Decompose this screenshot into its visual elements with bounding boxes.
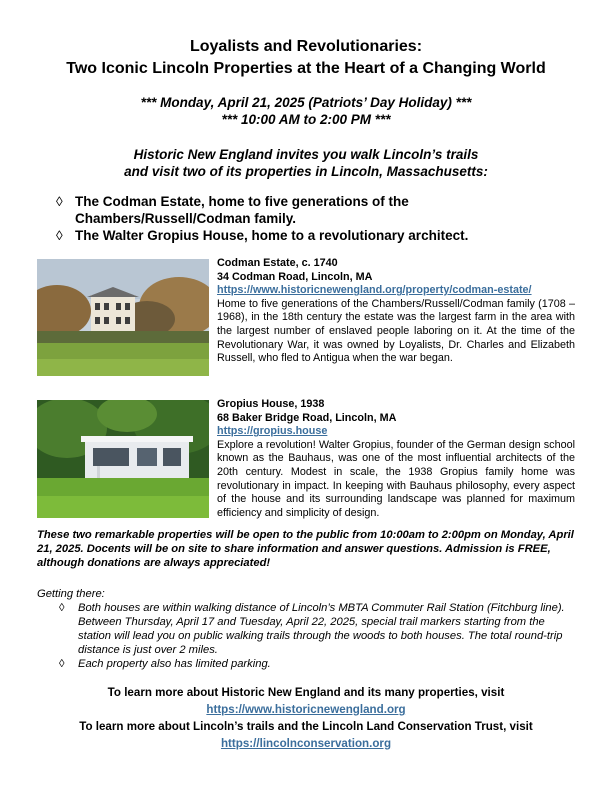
getting-there bbox=[37, 587, 577, 671]
time-line: *** 10:00 AM to 2:00 PM *** bbox=[221, 112, 391, 127]
codman-description: Home to five generations of the Chambers/Russell/Codman family (1708 – 1968), in the 18th century the estate was the largest farm in the area with the largest number of enslaved people laboring on it. At the time of the Revolutionary War, it was owned by Loyalists, Dr. Charles and Elizabeth Russell, who fled to Antigua when the war began. bbox=[217, 297, 575, 365]
gropius-description: Explore a revolution! Walter Gropius, founder of the German design school known as the Bauhaus, was one of the most influential architects of the 20th century. Modest in scale, the 1938 Gropius family home was revolutionary in impact. In keeping with Bauhaus philosophy, every aspect of the house and its surrounding landscape was planned for maximum efficiency and simplicity of design. bbox=[217, 438, 575, 519]
page-title bbox=[0, 36, 612, 80]
diamond-bullet-icon: ◊ bbox=[56, 228, 63, 243]
gropius-name: Gropius House, 1938 bbox=[217, 398, 325, 410]
diamond-bullet-icon: ◊ bbox=[56, 194, 63, 209]
gropius-link[interactable]: https://gropius.house bbox=[217, 425, 328, 438]
title-line-1: Loyalists and Revolutionaries: bbox=[189, 38, 423, 55]
intro-text bbox=[0, 146, 612, 180]
property-list bbox=[56, 193, 576, 244]
codman-estate-photo bbox=[37, 259, 209, 376]
list-item bbox=[56, 193, 576, 227]
codman-link[interactable]: https://www.historicnewengland.org/property/codman-estate/ bbox=[217, 284, 532, 297]
diamond-bullet-icon: ◊ bbox=[59, 602, 65, 614]
hne-link[interactable]: https://www.historicnewengland.org bbox=[206, 703, 406, 716]
list-item bbox=[59, 601, 577, 657]
gropius-address: 68 Baker Bridge Road, Lincoln, MA bbox=[217, 411, 397, 424]
gropius-house-photo bbox=[37, 400, 209, 518]
getting-there-item: Both houses are within walking distance of Lincoln’s MBTA Commuter Rail Station (Fitchburg line). Between Thursday, April 17 and Tuesday, April 22, 2025, special trail markers starting from the station will lead you on public walking trails through the woods to both houses. The total round-trip distance is just over 2 miles. bbox=[78, 602, 565, 656]
list-item bbox=[59, 657, 577, 671]
getting-there-item: Each property also has limited parking. bbox=[78, 658, 271, 670]
date-line: *** Monday, April 21, 2025 (Patriots’ Day Holiday) *** bbox=[140, 95, 472, 110]
learn-more bbox=[0, 684, 612, 752]
codman-details bbox=[217, 257, 575, 366]
list-item bbox=[56, 227, 576, 244]
codman-name: Codman Estate, c. 1740 bbox=[217, 257, 338, 269]
llct-link[interactable]: https://lincolnconservation.org bbox=[220, 737, 392, 750]
codman-address: 34 Codman Road, Lincoln, MA bbox=[217, 270, 373, 283]
gropius-details bbox=[217, 398, 575, 520]
event-date bbox=[0, 94, 612, 128]
diamond-bullet-icon: ◊ bbox=[59, 658, 65, 670]
property-item-gropius: The Walter Gropius House, home to a revolutionary architect. bbox=[75, 228, 469, 243]
title-line-2: Two Iconic Lincoln Properties at the Heart of a Changing World bbox=[66, 60, 546, 77]
getting-there-heading: Getting there: bbox=[37, 588, 105, 600]
llct-text: To learn more about Lincoln’s trails and the Lincoln Land Conservation Trust, visit bbox=[79, 720, 533, 733]
intro-line-2: and visit two of its properties in Lincoln, Massachusetts: bbox=[124, 164, 488, 179]
open-note: These two remarkable properties will be open to the public from 10:00am to 2:00pm on Monday, April 21, 2025. Docents will be on site to share information and answer questions. Admission is FREE, although donations are always appreciated! bbox=[37, 529, 574, 569]
hne-text: To learn more about Historic New England and its many properties, visit bbox=[107, 686, 505, 699]
intro-line-1: Historic New England invites you walk Lincoln’s trails bbox=[133, 147, 479, 162]
property-item-codman: The Codman Estate, home to five generations of the Chambers/Russell/Codman family. bbox=[75, 194, 409, 226]
getting-there-list bbox=[37, 601, 577, 671]
